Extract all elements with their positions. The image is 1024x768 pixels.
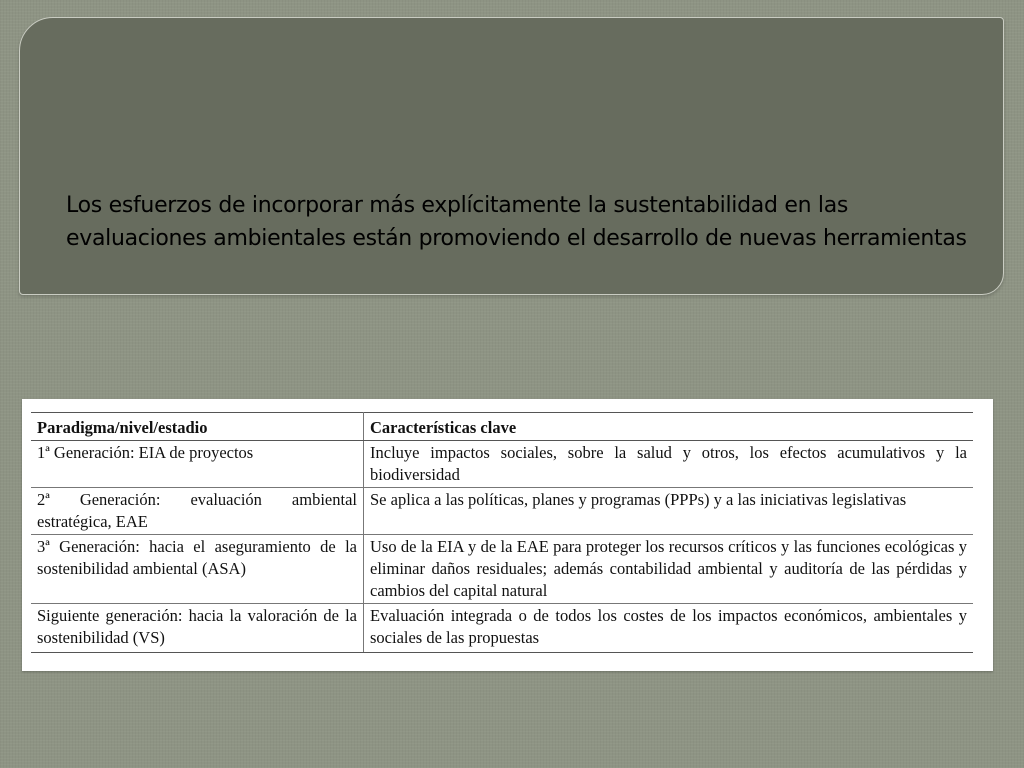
stage-cell: 2ª Generación: evaluación ambiental estratégica, EAE [31, 488, 364, 535]
slide-title: Los esfuerzos de incorporar más explícitamente la sustentabilidad en las evaluaciones ambientales están promoviendo el desarrollo de nuevas herramientas [66, 193, 967, 251]
table-row [31, 535, 973, 604]
features-cell: Incluye impactos sociales, sobre la salud y otros, los efectos acumulativos y la biodiversidad [364, 441, 974, 488]
table-row [31, 604, 973, 653]
table-image-panel [22, 399, 993, 671]
paradigm-table [31, 412, 973, 653]
table-row [31, 488, 973, 535]
stage-cell: Siguiente generación: hacia la valoración de la sostenibilidad (VS) [31, 604, 364, 653]
features-cell: Evaluación integrada o de todos los costes de los impactos económicos, ambientales y sociales de las propuestas [364, 604, 974, 653]
table-header-row [31, 413, 973, 441]
features-cell: Uso de la EIA y de la EAE para proteger los recursos críticos y las funciones ecológicas y eliminar daños residuales; además contabilidad ambiental y auditoría de las pérdidas y cambios del capital natural [364, 535, 974, 604]
features-cell: Se aplica a las políticas, planes y programas (PPPs) y a las iniciativas legislativas [364, 488, 974, 535]
table-row [31, 441, 973, 488]
header-key-features: Características clave [364, 413, 974, 441]
stage-cell: 1ª Generación: EIA de proyectos [31, 441, 364, 488]
stage-cell: 3ª Generación: hacia el aseguramiento de la sostenibilidad ambiental (ASA) [31, 535, 364, 604]
header-paradigm: Paradigma/nivel/estadio [31, 413, 364, 441]
